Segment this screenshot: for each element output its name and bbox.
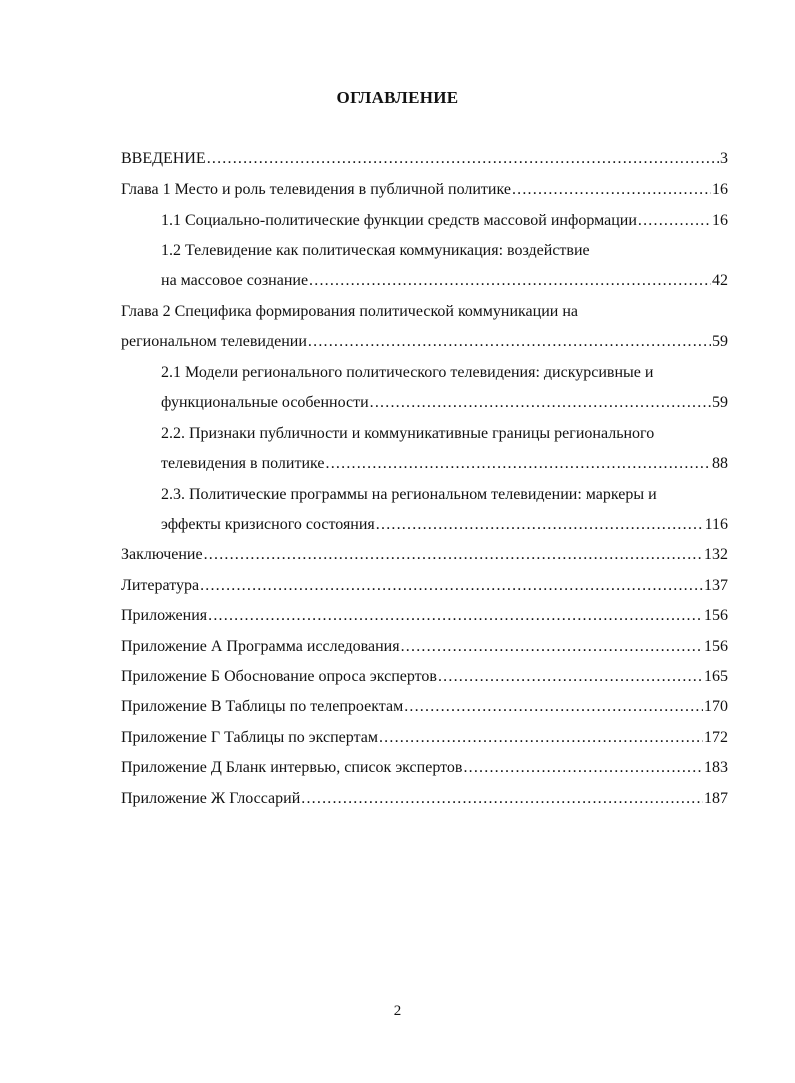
leader-dots (308, 331, 711, 353)
leader-dots (404, 696, 703, 718)
toc-title: ОГЛАВЛЕНИЕ (336, 88, 459, 107)
toc-entry-chapter-1: Глава 1 Место и роль телевидения в публичной политике . . . 16 (121, 179, 728, 201)
leader-dots (379, 727, 703, 749)
toc-entry-section-2-3-line1: 2.3. Политические программы на региональном телевидении: маркеры и (161, 486, 657, 503)
toc-entry-section-1-1: 1.1 Социально-политические функции средств массовой информации . . . 16 (161, 210, 728, 232)
toc-entry-appendix-v: Приложение В Таблицы по телепроектам . . . 170 (121, 696, 728, 718)
toc-entry-section-2-3: эффекты кризисного состояния . . . 116 (161, 514, 728, 536)
toc-entry-chapter-2-line1: Глава 2 Специфика формирования политической коммуникации на (121, 303, 578, 320)
toc-entry-literature: Литература . . . 137 (121, 575, 728, 597)
toc-entry-section-1-2-line1: 1.2 Телевидение как политическая коммуникация: воздействие (161, 242, 590, 259)
leader-dots (326, 453, 711, 475)
toc-entry-appendix-g: Приложение Г Таблицы по экспертам . . . 172 (121, 727, 728, 749)
leader-dots (301, 788, 703, 810)
leader-dots (200, 575, 703, 597)
leader-dots (512, 179, 711, 201)
toc-entry-appendix-d: Приложение Д Бланк интервью, список экспертов . . . 183 (121, 757, 728, 779)
toc-entry-appendices: Приложения . . . 156 (121, 605, 728, 627)
toc-entry-introduction: ВВЕДЕНИЕ . . . 3 (121, 148, 728, 170)
leader-dots (438, 666, 703, 688)
leader-dots (370, 392, 711, 414)
leader-dots (638, 210, 711, 232)
toc-entry-appendix-b: Приложение Б Обоснование опроса экспертов . . . 165 (121, 666, 728, 688)
leader-dots (463, 757, 703, 779)
page-number: 2 (393, 1003, 402, 1019)
leader-dots (208, 605, 703, 627)
toc-entry-appendix-a: Приложение А Программа исследования . . . 156 (121, 636, 728, 658)
toc-entry-appendix-zh: Приложение Ж Глоссарий . . . 187 (121, 788, 728, 810)
toc-entry-section-2-1-line1: 2.1 Модели регионального политического телевидения: дискурсивные и (161, 364, 654, 381)
toc-entry-section-1-2: на массовое сознание . . . 42 (161, 270, 728, 292)
leader-dots (207, 148, 719, 170)
toc-entry-section-2-1: функциональные особенности . . . 59 (161, 392, 728, 414)
leader-dots (376, 514, 704, 536)
toc-entry-chapter-2: региональном телевидении . . . 59 (121, 331, 728, 353)
toc-entry-section-2-2-line1: 2.2. Признаки публичности и коммуникативные границы регионального (161, 425, 655, 442)
leader-dots (309, 270, 711, 292)
toc-entry-conclusion: Заключение . . . 132 (121, 544, 728, 566)
leader-dots (204, 544, 703, 566)
toc-entry-section-2-2: телевидения в политике . . . 88 (161, 453, 728, 475)
leader-dots (401, 636, 703, 658)
